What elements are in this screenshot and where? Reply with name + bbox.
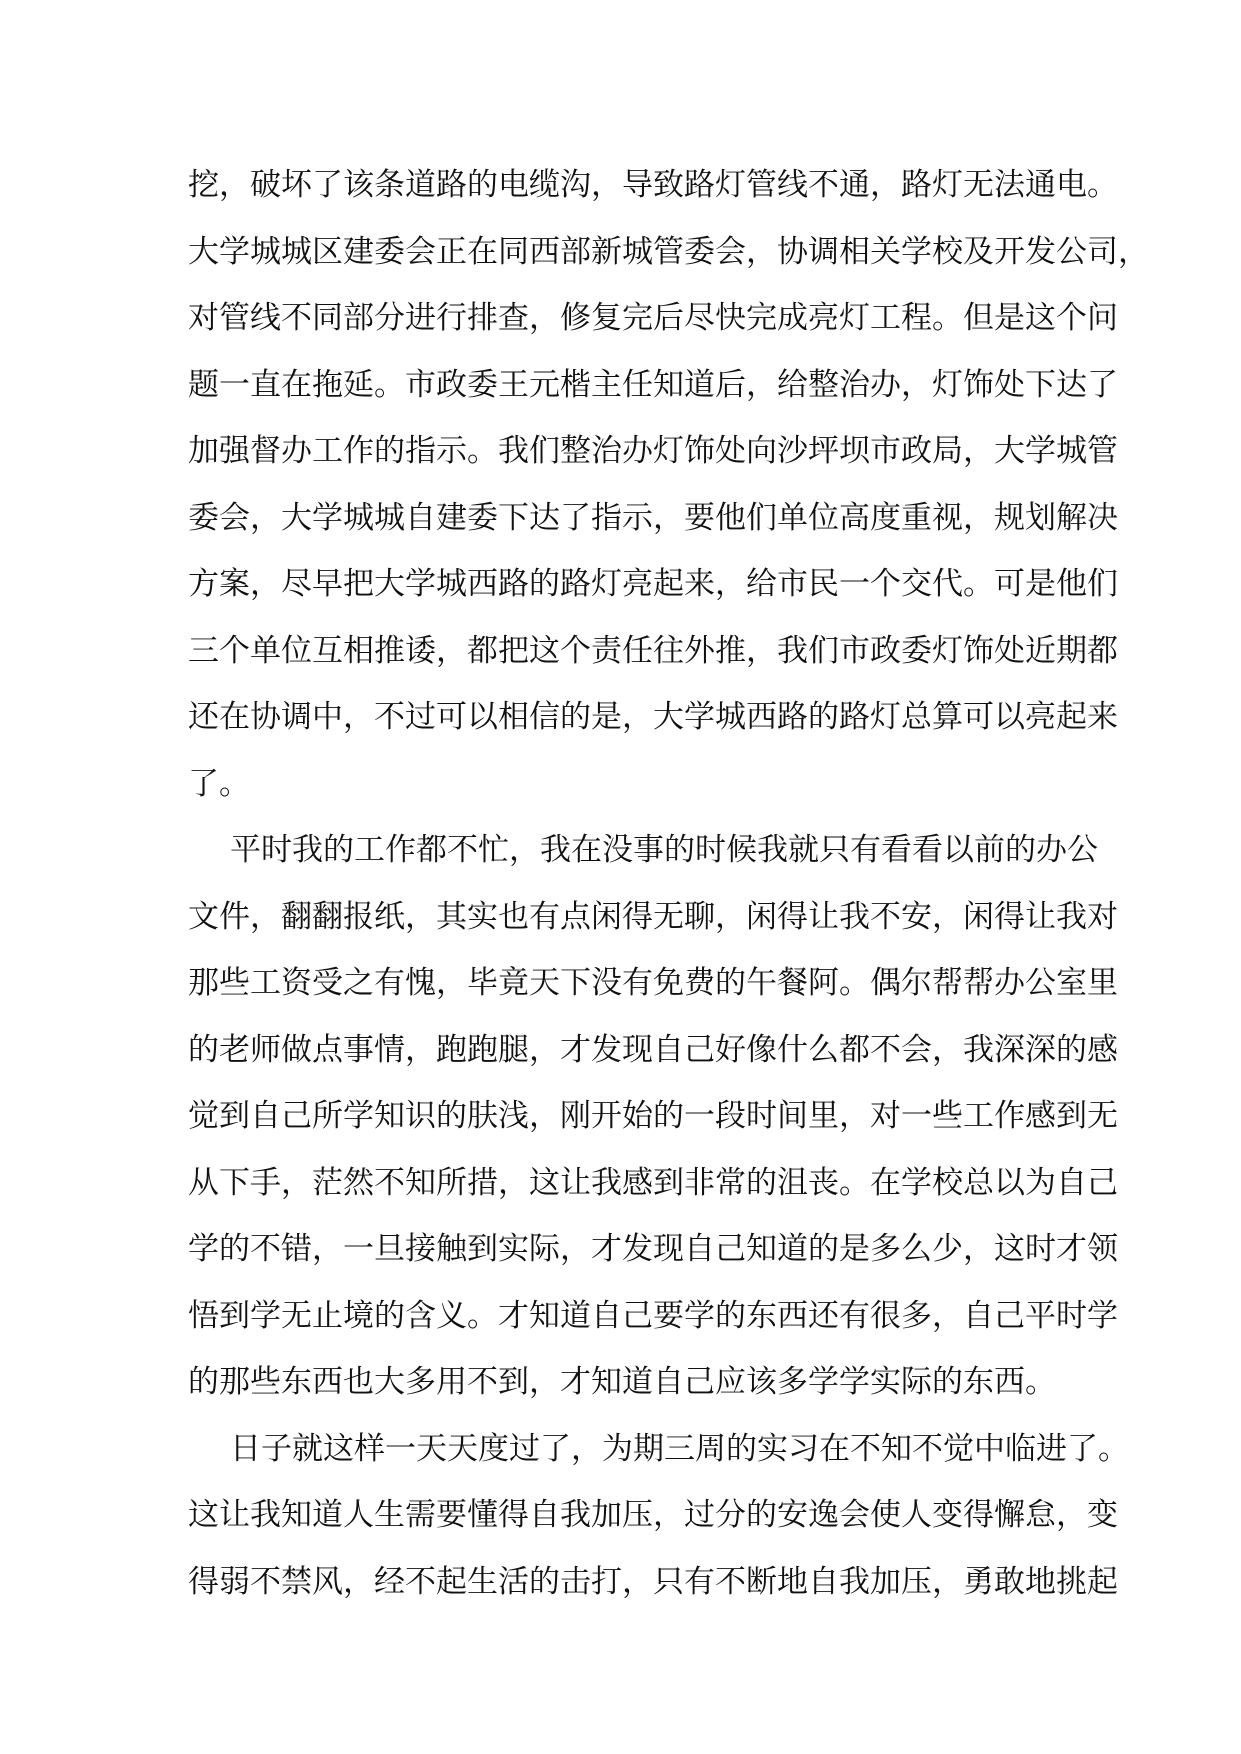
text-line: 的老师做点事情，跑跑腿，才发现自己好像什么都不会，我深深的感 [188,1031,1118,1068]
text-line: 的那些东西也大多用不到，才知道自己应该多学学实际的东西。 [188,1364,1056,1400]
text-line: 那些工资受之有愧，毕竟天下没有免费的午餐阿。偶尔帮帮办公室里 [188,965,1118,1001]
text-line: 大学城城区建委会正在同西部新城管委会，协调相关学校及开发公司， [188,233,1149,270]
text-line: 从下手，茫然不知所措，这让我感到非常的沮丧。在学校总以为自己 [188,1164,1118,1201]
text-line: 还在协调中，不过可以相信的是，大学城西路的路灯总算可以亮起来 [188,699,1118,735]
text-line: 对管线不同部分进行排查，修复完后尽快完成亮灯工程。但是这个问 [188,300,1118,336]
text-line: 平时我的工作都不忙，我在没事的时候我就只有看看以前的办公 [230,832,1098,868]
text-line: 觉到自己所学知识的肤浅，刚开始的一段时间里，对一些工作感到无 [188,1098,1118,1134]
document-body [188,152,1149,1615]
text-line: 委会，大学城城自建委下达了指示，要他们单位高度重视，规划解决 [188,499,1118,536]
text-line: 方案，尽早把大学城西路的路灯亮起来，给市民一个交代。可是他们 [188,566,1118,602]
text-line: 学的不错，一旦接触到实际，才发现自己知道的是多么少，这时才领 [188,1231,1118,1267]
text-line: 这让我知道人生需要懂得自我加压，过分的安逸会使人变得懈怠，变 [188,1497,1118,1533]
text-line: 悟到学无止境的含义。才知道自己要学的东西还有很多，自己平时学 [188,1297,1118,1334]
text-line: 题一直在拖延。市政委王元楷主任知道后，给整治办，灯饰处下达了 [188,366,1118,403]
text-line: 三个单位互相推诿，都把这个责任往外推，我们市政委灯饰处近期都 [188,632,1118,669]
text-line: 了。 [188,765,250,802]
text-line: 加强督办工作的指示。我们整治办灯饰处向沙坪坝市政局，大学城管 [188,433,1118,469]
text-line: 日子就这样一天天度过了，为期三周的实习在不知不觉中临进了。 [230,1430,1129,1467]
text-line: 得弱不禁风，经不起生活的击打，只有不断地自我加压，勇敢地挑起 [188,1563,1118,1600]
text-line: 挖，破坏了该条道路的电缆沟，导致路灯管线不通，路灯无法通电。 [188,167,1118,203]
text-line: 文件，翻翻报纸，其实也有点闲得无聊，闲得让我不安，闲得让我对 [188,898,1118,935]
